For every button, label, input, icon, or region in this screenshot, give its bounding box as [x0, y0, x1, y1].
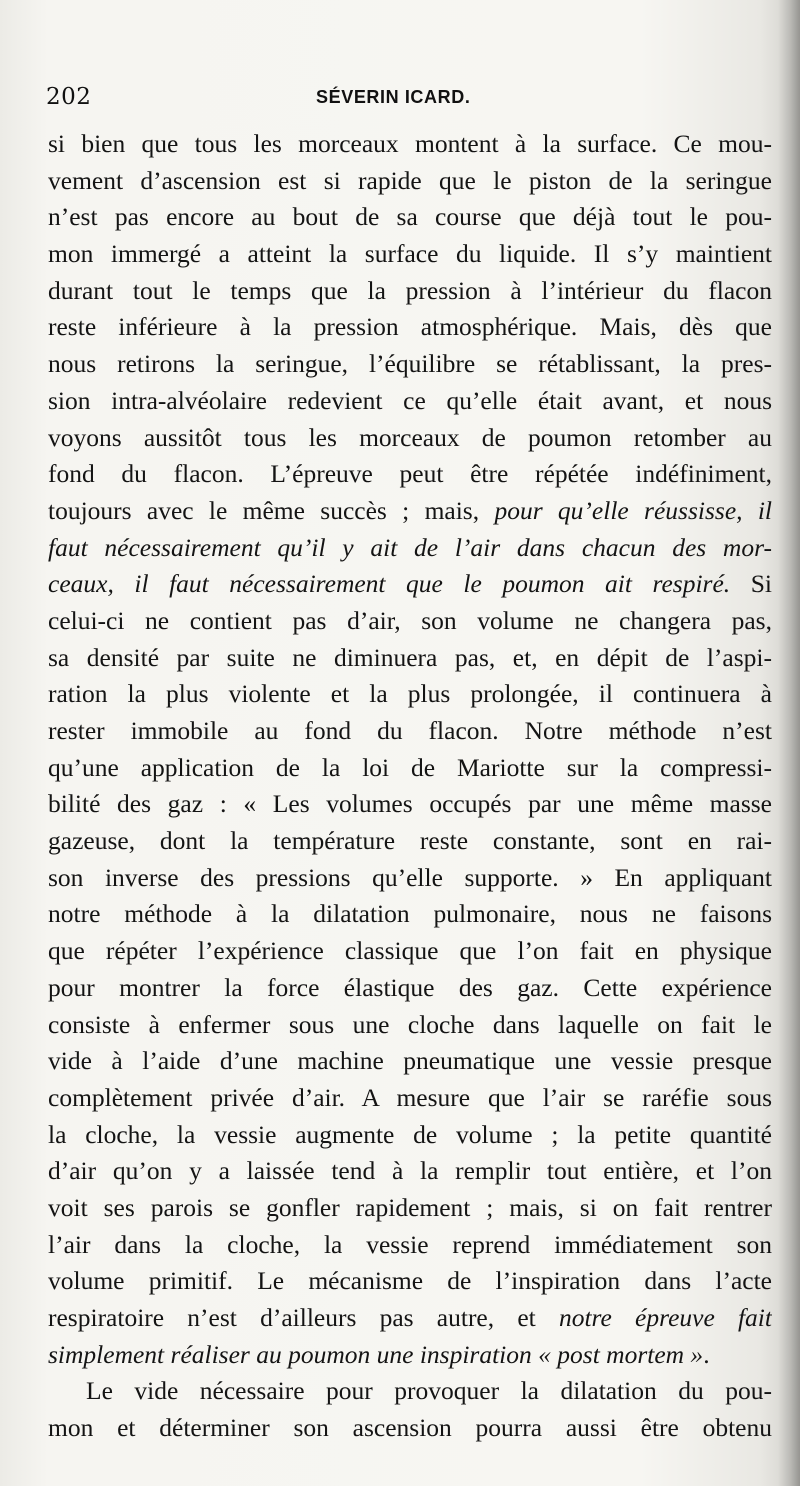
text-line: voyons aussitôt tous les morceaux de poumon retomber au	[48, 422, 772, 452]
text-line: son inverse des pressions qu’elle supporte. » En appliquant	[48, 862, 772, 892]
text-line: si bien que tous les morceaux montent à la surface. Ce mou-	[48, 129, 772, 158]
text-line: qu’une application de la loi de Mariotte sur la compressi-	[48, 752, 772, 782]
text-line: rester immobile au fond du flacon. Notre méthode n’est	[48, 716, 772, 745]
text-line: reste inférieure à la pression atmosphérique. Mais, dès que	[48, 312, 772, 342]
text-line: ceaux, il faut nécessairement que le poumon ait respiré. Si	[48, 569, 772, 599]
text-line: pour montrer la force élastique des gaz. Cette expérience	[48, 972, 772, 1002]
text-line: l’air dans la cloche, la vessie reprend immédiatement son	[48, 1229, 772, 1259]
italic-text: notre épreuve fait	[558, 1303, 772, 1332]
text-line: voit ses parois se gonfler rapidement ; mais, si on fait rentrer	[48, 1192, 772, 1222]
text-line: toujours avec le même succès ; mais, pour qu’elle réussisse, il	[48, 495, 772, 525]
text-line: gazeuse, dont la température reste constante, sont en rai-	[48, 826, 772, 856]
text-line: d’air qu’on y a laissée tend à la remplir tout entière, et l’on	[48, 1156, 772, 1186]
text-line: Le vide nécessaire pour provoquer la dilatation du pou-	[86, 1376, 772, 1406]
text-line: mon immergé a atteint la surface du liquide. Il s’y maintient	[48, 239, 772, 269]
text-line: sion intra-alvéolaire redevient ce qu’elle était avant, et nous	[48, 385, 772, 415]
italic-text: ceaux, il faut nécessairement que le poumon ait respiré.	[48, 569, 731, 599]
text-line: la cloche, la vessie augmente de volume ; la petite quantité	[48, 1119, 772, 1149]
page-binding-shadow	[778, 0, 800, 1486]
running-head: SÉVERIN ICARD.	[316, 87, 471, 107]
text-line: sa densité par suite ne diminuera pas, et, en dépit de l’aspi-	[48, 642, 772, 672]
text-line: vide à l’aide d’une machine pneumatique une vessie presque	[48, 1046, 772, 1076]
italic-text: pour qu’elle réussisse, il	[494, 495, 772, 525]
body-text	[48, 126, 772, 1447]
text-line: n’est pas encore au bout de sa course que déjà tout le pou-	[48, 202, 772, 232]
text-line: respiratoire n’est d’ailleurs pas autre, et notre épreuve fait	[48, 1303, 772, 1332]
text-line	[48, 530, 772, 567]
text-line: consiste à enfermer sous une cloche dans laquelle on fait le	[48, 1009, 772, 1039]
text-line: notre méthode à la dilatation pulmonaire, nous ne faisons	[48, 899, 772, 929]
page-header	[46, 84, 766, 118]
text-line: simplement réaliser au poumon une inspiration « post mortem ».	[48, 1339, 710, 1369]
text-line: ration la plus violente et la plus prolongée, il continuera à	[48, 679, 772, 709]
text-line: bilité des gaz : « Les volumes occupés par une même masse	[48, 789, 772, 819]
page-number: 202	[46, 84, 92, 110]
text-line: celui-ci ne contient pas d’air, son volume ne changera pas,	[48, 605, 772, 635]
text-line: fond du flacon. L’épreuve peut être répétée indéfiniment,	[48, 459, 772, 489]
text-line: nous retirons la seringue, l’équilibre se rétablissant, la pres-	[48, 349, 772, 379]
text-line: complètement privée d’air. A mesure que l’air se raréfie sous	[48, 1082, 772, 1112]
text-line: que répéter l’expérience classique que l’on fait en physique	[48, 936, 772, 966]
text-line: volume primitif. Le mécanisme de l’inspiration dans l’acte	[48, 1266, 772, 1296]
italic-text: faut nécessairement qu’il y ait de l’air dans chacun des mor-	[48, 532, 772, 562]
text-line: vement d’ascension est si rapide que le piston de la seringue	[48, 165, 772, 195]
italic-text: simplement réaliser au poumon une inspiration « post mortem »	[48, 1339, 704, 1369]
text-line: mon et déterminer son ascension pourra aussi être obtenu	[48, 1413, 772, 1443]
text-line: durant tout le temps que la pression à l’intérieur du flacon	[48, 275, 772, 305]
